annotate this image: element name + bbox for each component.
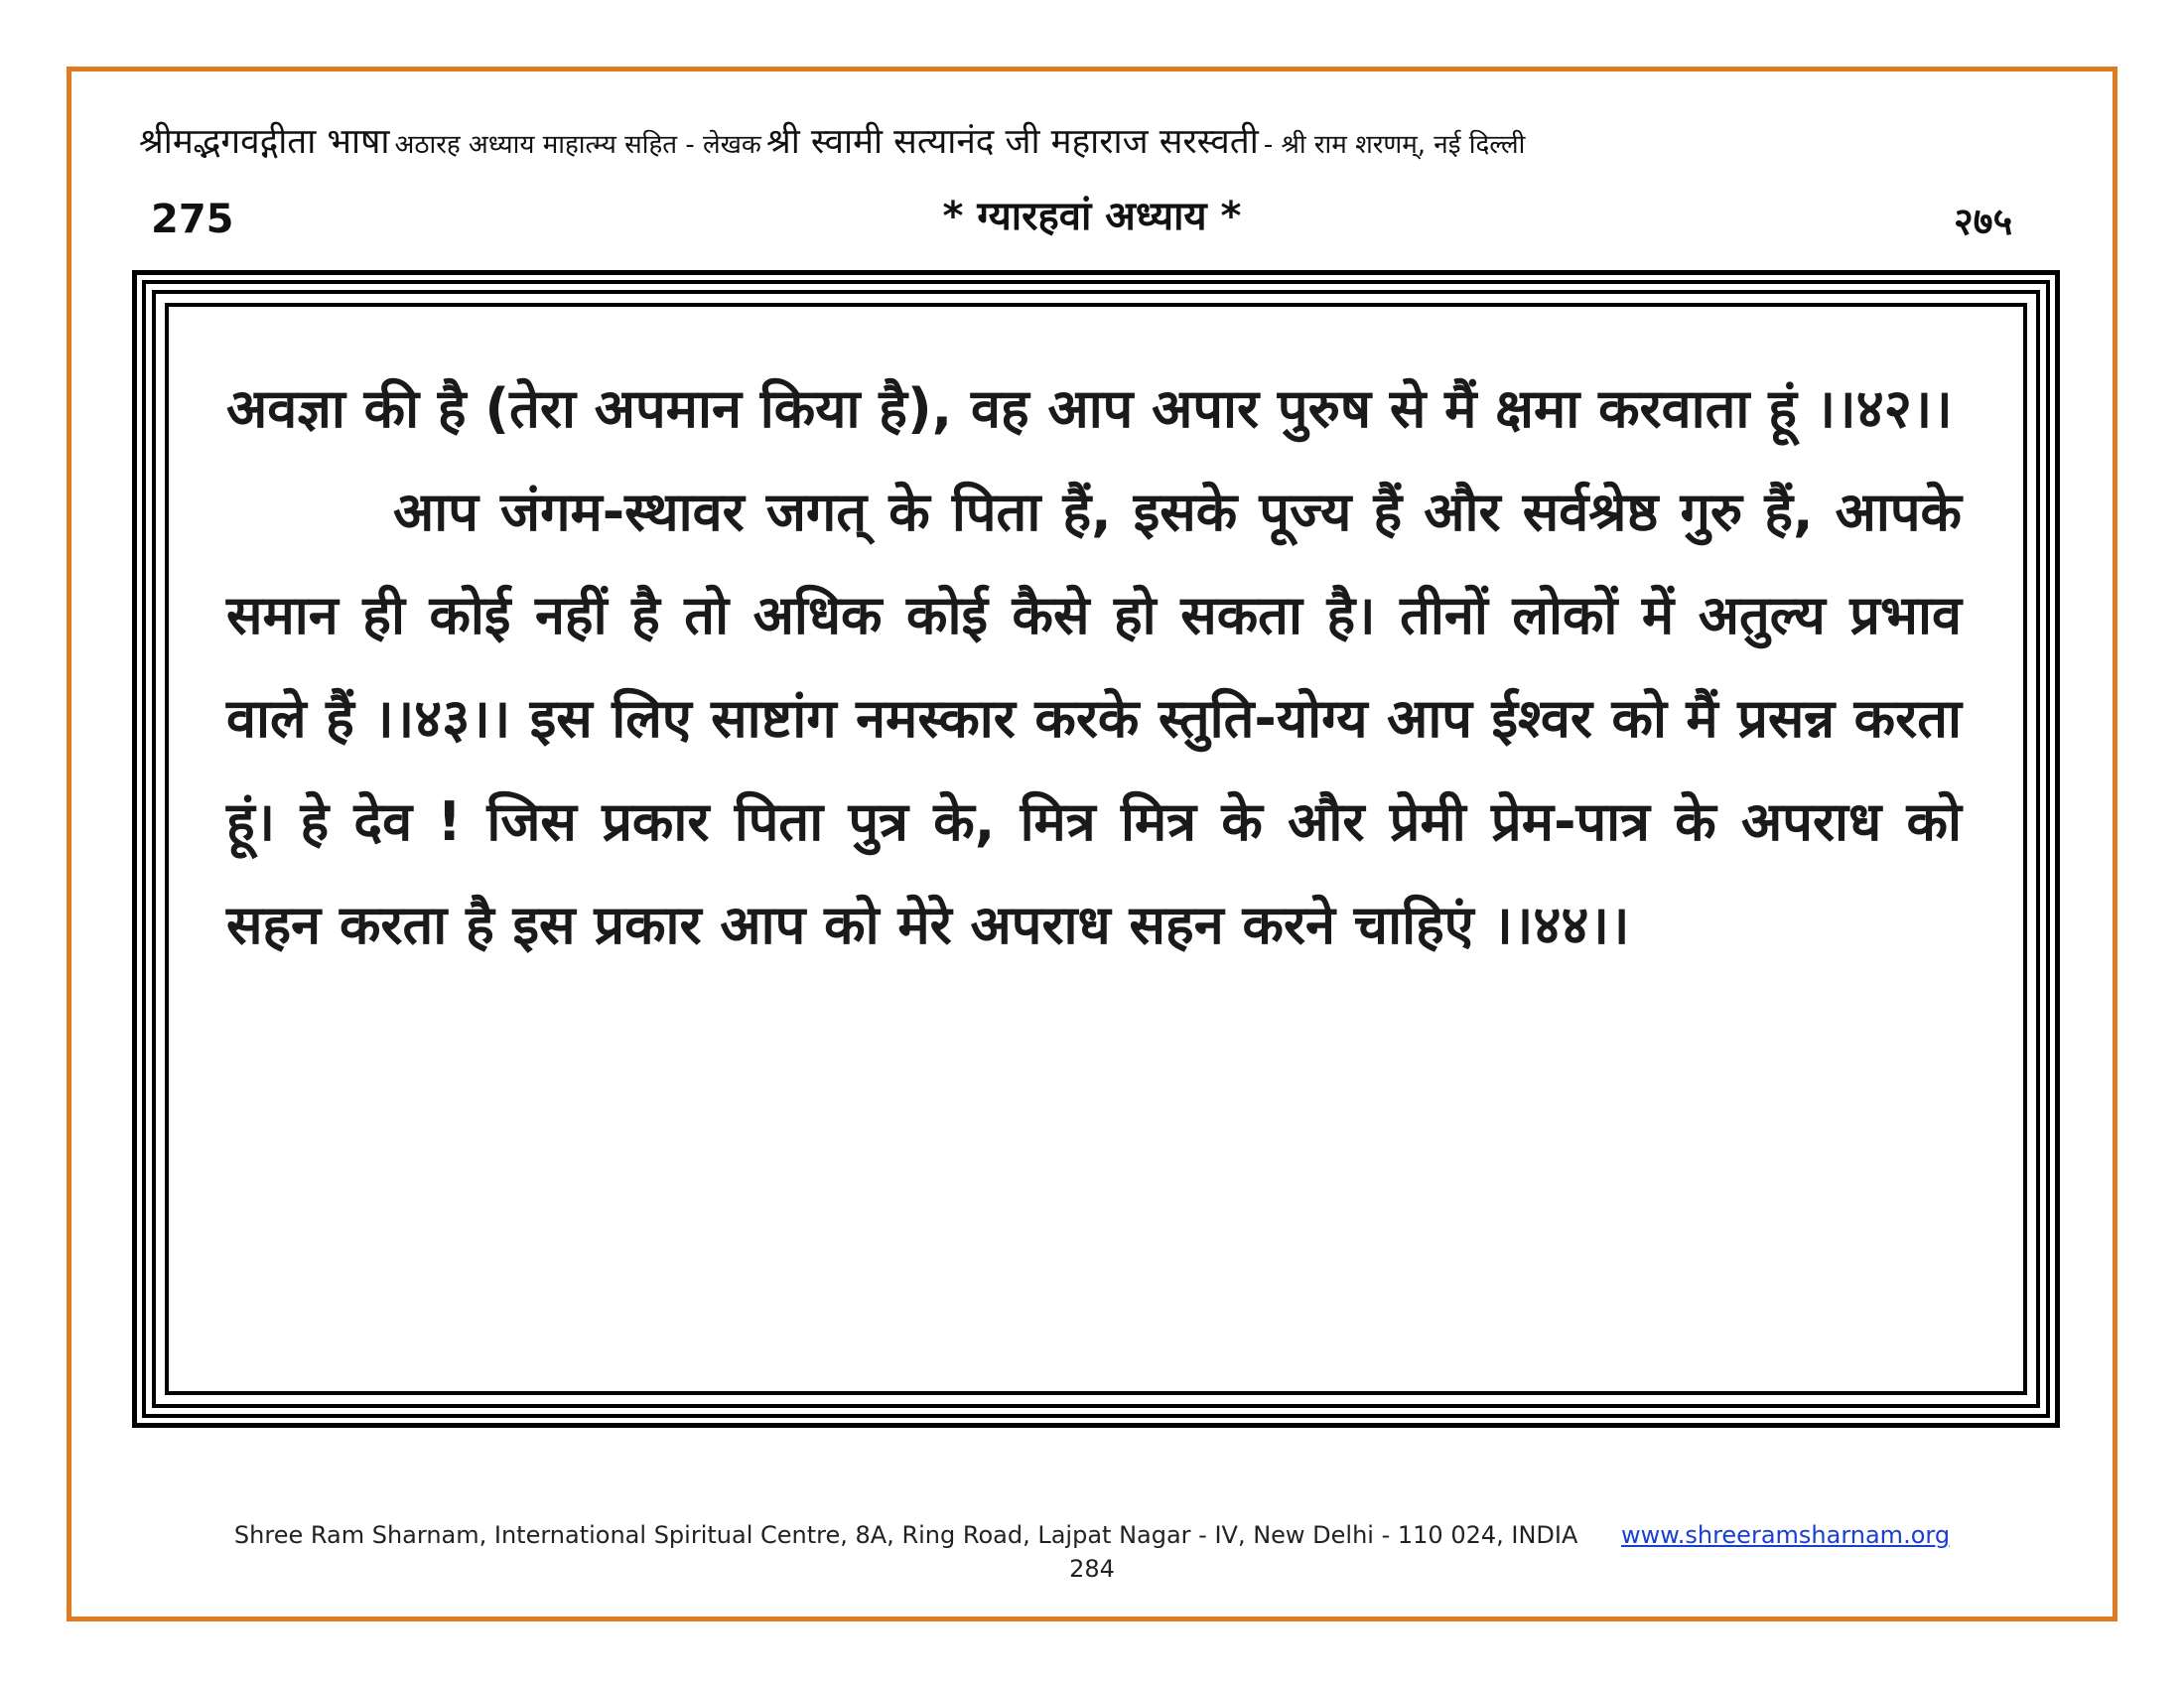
publisher-name: - श्री राम शरणम्, नई दिल्ली [1263,130,1526,160]
book-title: श्रीमद्भगवद्गीता भाषा [139,122,390,162]
footer-line [0,1521,2184,1549]
page-number-devanagari: २७५ [1954,200,2013,243]
website-link[interactable]: www.shreeramsharnam.org [1621,1521,1951,1549]
footer-page-number: 284 [1069,1555,1115,1583]
running-header [139,117,2055,164]
footer-address: Shree Ram Sharnam, International Spiritual Centre, 8A, Ring Road, Lajpat Nagar - IV, New Delhi - 110 024, INDIA [233,1521,1578,1549]
verse-text-block [226,357,1962,977]
page-footer [0,1521,2184,1583]
page-number-arabic: 275 [151,197,234,242]
author-name: श्री स्वामी सत्यानंद जी महाराज सरस्वती [765,122,1259,162]
paragraph-verses-43-44: आप जंगम-स्थावर जगत् के पिता हैं, इसके पूज्य हैं और सर्वश्रेष्ठ गुरु हैं, आपके समान ही कोई नहीं है तो अधिक कोई कैसे हो सकता है। तीनों लोकों में अतुल्य प्रभाव वाले हैं ।।४३।। इस लिए साष्टांग नमस्कार करके स्तुति-योग्य आप ईश्वर को मैं प्रसन्न करता हूं। हे देव ! जिस प्रकार पिता पुत्र के, मित्र मित्र के और प्रेमी प्रेम-पात्र के अपराध को सहन करता है इस प्रकार आप को मेरे अपराध सहन करने चाहिएं ।।४४।। [226,481,1962,956]
book-subtitle: अठारह अध्याय माहात्म्य सहित - लेखक [394,130,761,160]
chapter-title: * ग्यारहवां अध्याय * [942,194,1242,239]
paragraph-verse-42: अवज्ञा की है (तेरा अपमान किया है), वह आप अपार पुरुष से मैं क्षमा करवाता हूं ।।४२।। [226,377,1953,440]
